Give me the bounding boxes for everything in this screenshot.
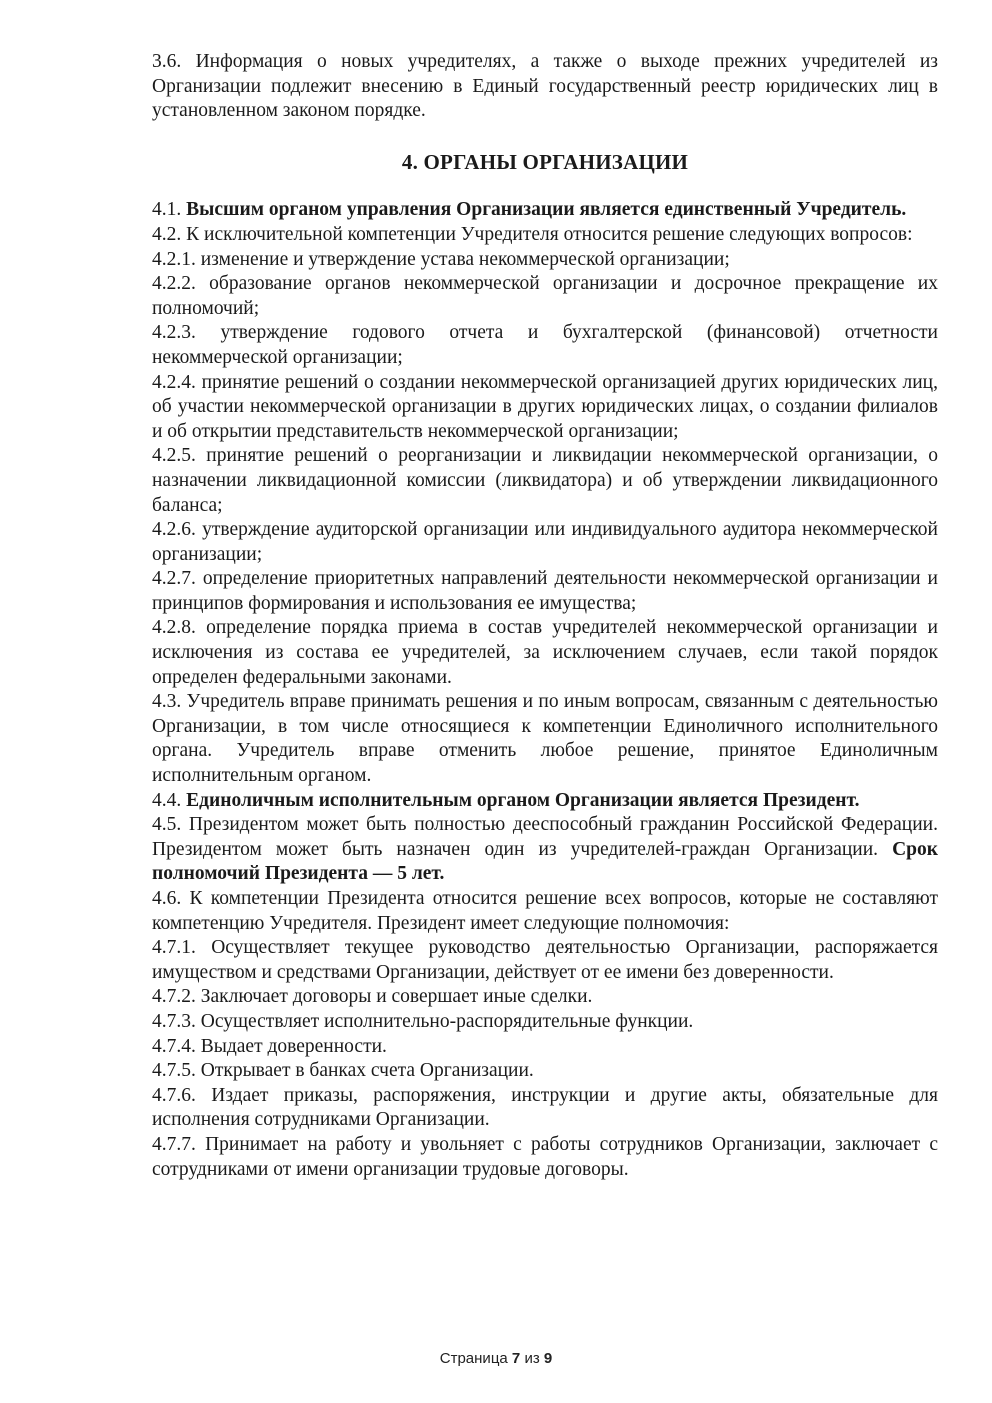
section-heading: 4. ОРГАНЫ ОРГАНИЗАЦИИ [401, 149, 689, 174]
paragraph-3-6: 3.6. Информация о новых учредителях, а также о выходе прежних учредителей из Организации подлежит внесению в Единый государственный реестр юридических лиц в установленном законом порядке. [152, 51, 938, 122]
page-of: из [524, 1350, 540, 1367]
paragraph-4-4 [152, 789, 938, 814]
paragraph-4-2-5: 4.2.5. принятие решений о реорганизации и ликвидации некоммерческой организации, о назначении ликвидационной комиссии (ликвидатора) и об утверждении ликвидационного баланса; [152, 445, 938, 516]
paragraph-4-5-bold: Срок полномочий Президента — 5 лет. [152, 838, 938, 885]
paragraph-4-4-number: 4.4. [152, 789, 182, 811]
paragraph-4-2-7: 4.2.7. определение приоритетных направлений деятельности некоммерческой организации и принципов формирования и использования ее имущества; [152, 568, 938, 614]
paragraph-4-7-2: 4.7.2. Заключает договоры и совершает иные сделки. [152, 986, 593, 1008]
paragraph-4-2: 4.2. К исключительной компетенции Учредителя относится решение следующих вопросов: [152, 223, 913, 245]
paragraph-4-7-4: 4.7.4. Выдает доверенности. [152, 1035, 387, 1057]
document-page [152, 50, 938, 1182]
paragraph-4-1-number: 4.1. [152, 199, 182, 221]
paragraph-4-7-1: 4.7.1. Осуществляет текущее руководство деятельностью Организации, распоряжается имуществом и средствами Организации, действует от ее имени без доверенности. [152, 937, 938, 983]
paragraph-4-7-6: 4.7.6. Издает приказы, распоряжения, инструкции и другие акты, обязательные для исполнения сотрудниками Организации. [152, 1084, 938, 1131]
paragraph-4-5-text: 4.5. Президентом может быть полностью дееспособный гражданин Российской Федерации. Президентом может быть назначен один из учредителей-граждан Организации. [152, 814, 938, 860]
paragraph-4-2-1: 4.2.1. изменение и утверждение устава некоммерческой организации; [152, 248, 730, 270]
paragraph-4-1-bold: Высшим органом управления Организации является единственный Учредитель. [186, 199, 907, 221]
paragraph-4-2-6: 4.2.6. утверждение аудиторской организации или индивидуального аудитора некоммерческой организации; [152, 519, 938, 565]
paragraph-4-7-3: 4.7.3. Осуществляет исполнительно-распорядительные функции. [152, 1010, 694, 1032]
paragraph-4-2-3: 4.2.3. утверждение годового отчета и бухгалтерской (финансовой) отчетности некоммерческой организации; [152, 322, 938, 368]
paragraph-4-1 [152, 198, 938, 223]
paragraph-4-5 [152, 813, 938, 887]
paragraph-4-7-5: 4.7.5. Открывает в банках счета Организации. [152, 1060, 534, 1082]
paragraph-4-6: 4.6. К компетенции Президента относится решение всех вопросов, которые не составляют компетенцию Учредителя. Президент имеет следующие полномочия: [152, 888, 938, 934]
page-current: 7 [511, 1350, 521, 1367]
paragraph-4-2-8: 4.2.8. определение порядка приема в состав учредителей некоммерческой организации и исключения из состава ее учредителей, за исключением случаев, если такой порядок определен федеральными законами. [152, 617, 938, 688]
page-total: 9 [543, 1350, 553, 1367]
paragraph-4-2-2: 4.2.2. образование органов некоммерческой организации и досрочное прекращение их полномочий; [152, 273, 938, 319]
paragraph-4-7-7: 4.7.7. Принимает на работу и увольняет с работы сотрудников Организации, заключает с сотрудниками от имени организации трудовые договоры. [152, 1133, 938, 1180]
paragraph-4-4-bold: Единоличным исполнительным органом Организации является Президент. [186, 789, 860, 811]
page-label: Страница [439, 1350, 508, 1367]
paragraph-4-3: 4.3. Учредитель вправе принимать решения и по иным вопросам, связанным с деятельностью Организации, в том числе относящиеся к компетенции Единоличного исполнительного органа. Учредитель вправе отменить любое решение, принятое Единоличным исполнительным органом. [152, 691, 938, 787]
page-footer [0, 1350, 992, 1367]
paragraph-4-2-4: 4.2.4. принятие решений о создании некоммерческой организацией других юридических лиц, об участии некоммерческой организации в других юридических лицах, о создании филиалов и об открытии представительств некоммерческой организации; [152, 371, 938, 442]
